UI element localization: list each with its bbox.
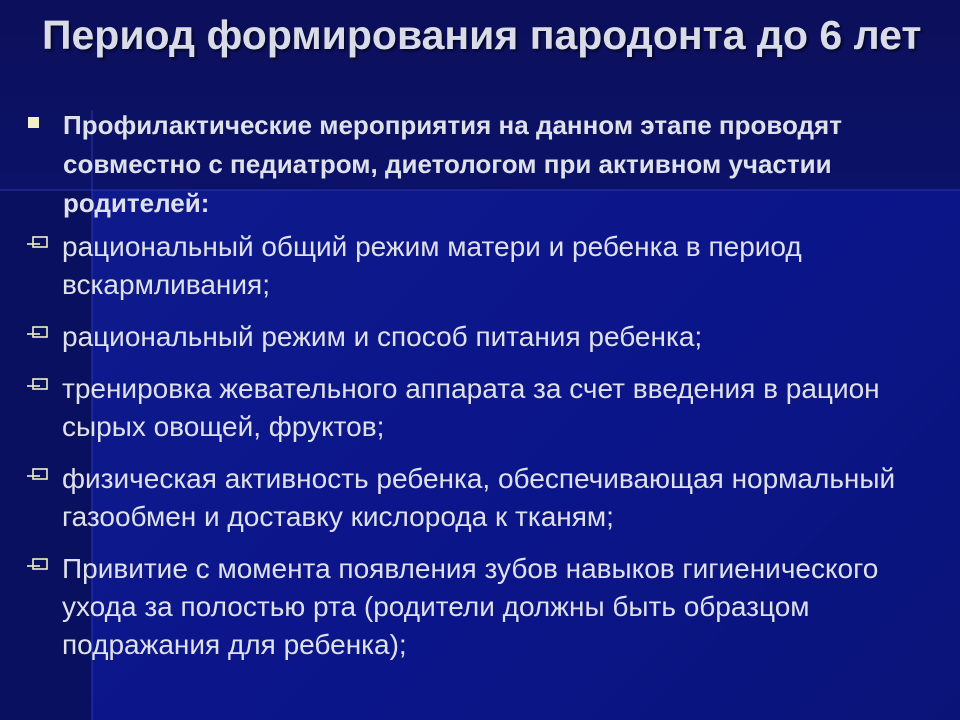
slide-title: Период формирования пародонта до 6 лет — [42, 12, 922, 58]
list-item — [26, 228, 931, 304]
lead-paragraph — [28, 110, 928, 223]
list-item — [26, 318, 931, 356]
square-bullet-icon — [28, 117, 39, 128]
list-item — [26, 460, 931, 536]
folder-bullet-icon — [26, 558, 52, 577]
list-item-text: рациональный общий режим матери и ребенка в период вскармливания; — [62, 231, 802, 300]
list-item — [26, 550, 931, 664]
list-item-text: Привитие с момента появления зубов навыков гигиенического ухода за полостью рта (родители должны быть образцом подражания для ребенка); — [62, 553, 879, 660]
folder-bullet-icon — [26, 378, 52, 397]
folder-bullet-icon — [26, 326, 52, 345]
folder-bullet-icon — [26, 468, 52, 487]
list-item-text: рациональный режим и способ питания ребенка; — [62, 321, 703, 352]
bullet-list — [26, 228, 931, 678]
list-item-text: тренировка жевательного аппарата за счет введения в рацион сырых овощей, фруктов; — [62, 373, 880, 442]
list-item-text: физическая активность ребенка, обеспечивающая нормальный газообмен и доставку кислорода к тканям; — [62, 463, 896, 532]
list-item — [26, 370, 931, 446]
lead-text: Профилактические мероприятия на данном этапе проводят совместно с педиатром, диетологом при активном участии родителей: — [63, 110, 842, 218]
folder-bullet-icon — [26, 236, 52, 255]
